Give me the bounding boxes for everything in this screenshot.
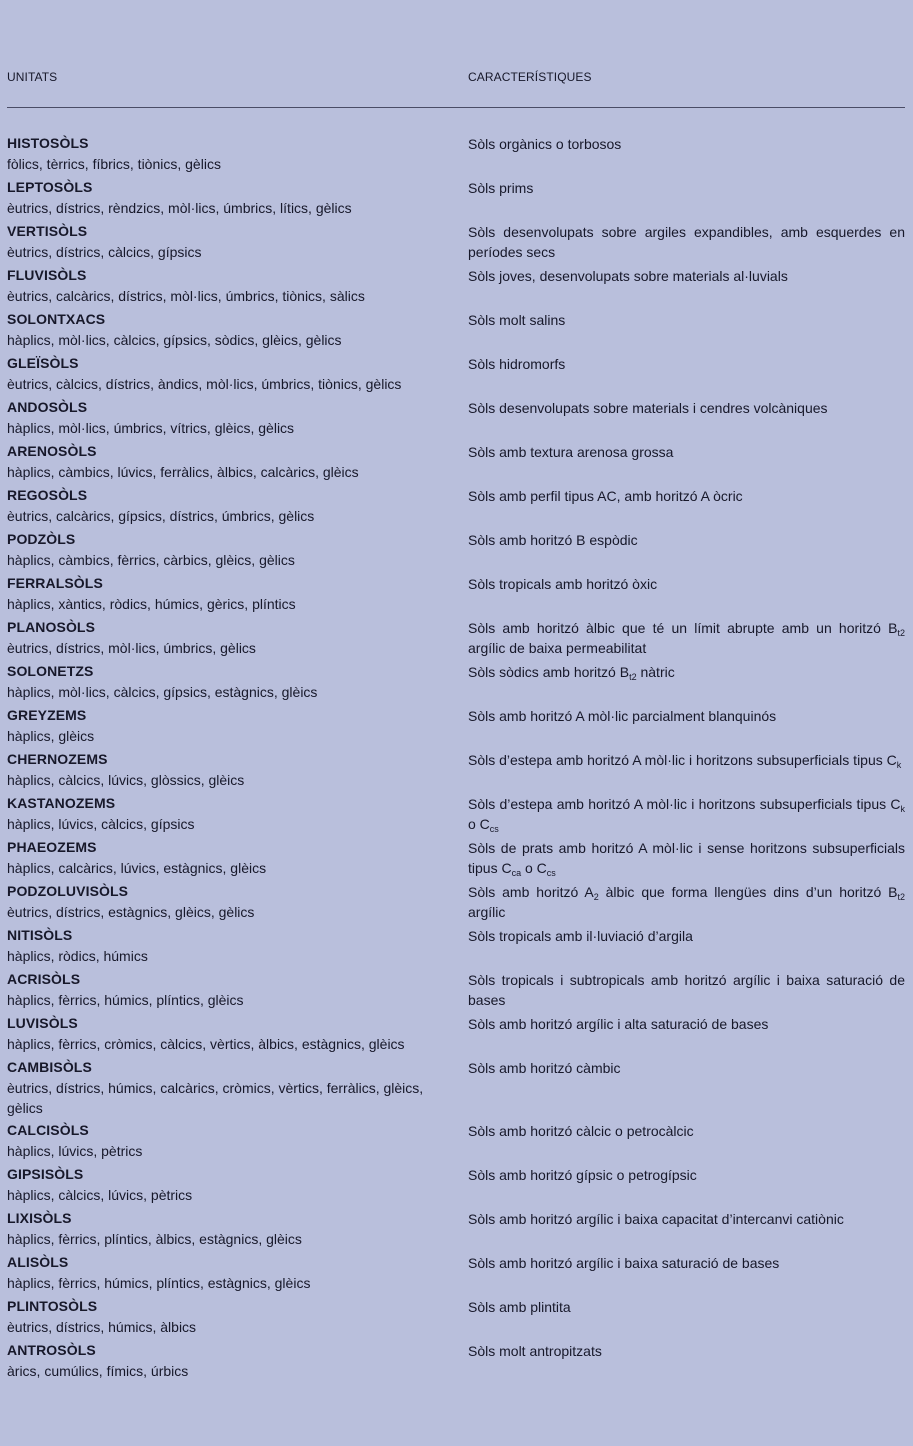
soil-unit-subtypes: hàplics, mòl·lics, càlcics, gípsics, sòdics, glèics, gèlics <box>7 332 342 348</box>
soil-unit <box>7 1341 437 1381</box>
soil-unit-subtypes: èutrics, dístrics, càlcics, gípsics <box>7 244 202 260</box>
soil-characteristics: Sòls d’estepa amb horitzó A mòl·lic i horitzons subsuperficials tipus $C_k$ <box>468 752 902 770</box>
soil-unit-name: GIPSISÒLS <box>7 1166 84 1182</box>
soil-characteristics: Sòls sòdics amb horitzó $B_{t2}$ nàtric <box>468 664 675 682</box>
table-row <box>7 882 905 926</box>
header-divider <box>7 107 905 108</box>
soil-characteristics: Sòls desenvolupats sobre argiles expandibles, amb esquerdes en períodes secs <box>468 224 905 260</box>
soil-unit-subtypes: èutrics, dístrics, húmics, calcàrics, cròmics, vèrtics, ferràlics, glèics, gèlics <box>7 1080 424 1116</box>
soil-table <box>7 134 905 1385</box>
soil-unit-name: CALCISÒLS <box>7 1122 89 1138</box>
soil-unit-subtypes: hàplics, lúvics, càlcics, gípsics <box>7 816 195 832</box>
table-header <box>7 70 905 84</box>
table-row <box>7 178 905 222</box>
soil-unit <box>7 618 437 658</box>
soil-unit <box>7 178 437 218</box>
soil-unit-name: PLINTOSÒLS <box>7 1298 98 1314</box>
soil-unit-name: GREYZEMS <box>7 707 87 723</box>
soil-unit <box>7 970 437 1010</box>
table-row <box>7 706 905 750</box>
soil-unit-subtypes: hàplics, xàntics, ròdics, húmics, gèrics, plíntics <box>7 596 296 612</box>
soil-unit <box>7 706 437 746</box>
soil-unit-subtypes: èutrics, dístrics, estàgnics, glèics, gèlics <box>7 904 255 920</box>
table-row <box>7 970 905 1014</box>
table-row <box>7 134 905 178</box>
soil-unit <box>7 1253 437 1293</box>
soil-unit-name: PLANOSÒLS <box>7 619 96 635</box>
soil-unit <box>7 838 437 878</box>
soil-unit-name: LEPTOSÒLS <box>7 179 93 195</box>
soil-unit-name: ALISÒLS <box>7 1254 69 1270</box>
soil-characteristics: Sòls joves, desenvolupats sobre materials al·luvials <box>468 268 788 284</box>
soil-unit-subtypes: hàplics, càmbics, lúvics, ferràlics, àlbics, calcàrics, glèics <box>7 464 359 480</box>
soil-unit-name: HISTOSÒLS <box>7 135 89 151</box>
soil-unit-name: LUVISÒLS <box>7 1015 78 1031</box>
table-row <box>7 926 905 970</box>
soil-unit-subtypes: àrics, cumúlics, fímics, úrbics <box>7 1363 189 1379</box>
soil-unit-subtypes: hàplics, lúvics, pètrics <box>7 1143 143 1159</box>
soil-unit-name: KASTANOZEMS <box>7 795 116 811</box>
table-row <box>7 1121 905 1165</box>
soil-unit-subtypes: hàplics, ròdics, húmics <box>7 948 148 964</box>
soil-unit-subtypes: hàplics, càlcics, lúvics, glòssics, glèics <box>7 772 245 788</box>
soil-unit-subtypes: hàplics, calcàrics, lúvics, estàgnics, glèics <box>7 860 267 876</box>
soil-unit-name: PODZÒLS <box>7 531 76 547</box>
soil-unit <box>7 442 437 482</box>
soil-unit-name: VERTISÒLS <box>7 223 88 239</box>
table-row <box>7 354 905 398</box>
soil-characteristics: Sòls amb horitzó A mòl·lic parcialment blanquinós <box>468 708 777 724</box>
soil-unit <box>7 530 437 570</box>
soil-unit-subtypes: hàplics, glèics <box>7 728 95 744</box>
table-row <box>7 662 905 706</box>
soil-unit-name: PODZOLUVISÒLS <box>7 883 129 899</box>
soil-unit-name: SOLONTXACS <box>7 311 106 327</box>
soil-characteristics: Sòls prims <box>468 180 534 196</box>
table-row <box>7 530 905 574</box>
soil-unit-name: CHERNOZEMS <box>7 751 108 767</box>
soil-unit-name: GLEÏSÒLS <box>7 355 79 371</box>
soil-characteristics: Sòls hidromorfs <box>468 356 566 372</box>
soil-unit <box>7 310 437 350</box>
table-row <box>7 222 905 266</box>
soil-characteristics: Sòls molt antropitzats <box>468 1343 602 1359</box>
soil-unit <box>7 486 437 526</box>
soil-characteristics: Sòls amb horitzó B espòdic <box>468 532 638 548</box>
table-row <box>7 794 905 838</box>
soil-unit-name: ACRISÒLS <box>7 971 81 987</box>
soil-unit <box>7 398 437 438</box>
soil-unit-subtypes: èutrics, calcàrics, gípsics, dístrics, úmbrics, gèlics <box>7 508 315 524</box>
soil-unit <box>7 794 437 834</box>
soil-unit-name: ANDOSÒLS <box>7 399 88 415</box>
table-row <box>7 442 905 486</box>
soil-characteristics: Sòls d’estepa amb horitzó A mòl·lic i horitzons subsuperficials tipus $C_k$ o $C_{cs}$ <box>468 796 905 834</box>
soil-unit-subtypes: hàplics, fèrrics, húmics, plíntics, glèics <box>7 992 244 1008</box>
soil-unit <box>7 222 437 262</box>
soil-unit-subtypes: èutrics, càlcics, dístrics, àndics, mòl·lics, úmbrics, tiònics, gèlics <box>7 376 402 392</box>
soil-unit-subtypes: hàplics, mòl·lics, càlcics, gípsics, estàgnics, glèics <box>7 684 318 700</box>
soil-unit-name: ANTROSÒLS <box>7 1342 96 1358</box>
table-row <box>7 1014 905 1058</box>
soil-unit <box>7 1121 437 1161</box>
soil-unit <box>7 1058 437 1118</box>
table-row <box>7 398 905 442</box>
table-row <box>7 838 905 882</box>
table-row <box>7 1253 905 1297</box>
soil-characteristics: Sòls de prats amb horitzó A mòl·lic i sense horitzons subsuperficials tipus $C_{ca}$ o $C_{cs}$ <box>468 840 905 878</box>
soil-unit-name: CAMBISÒLS <box>7 1059 92 1075</box>
soil-characteristics: Sòls amb horitzó càlcic o petrocàlcic <box>468 1123 694 1139</box>
soil-unit <box>7 354 437 394</box>
soil-characteristics: Sòls desenvolupats sobre materials i cendres volcàniques <box>468 400 828 416</box>
soil-characteristics: Sòls tropicals amb il·luviació d’argila <box>468 928 693 944</box>
soil-unit-subtypes: hàplics, mòl·lics, úmbrics, vítrics, glèics, gèlics <box>7 420 295 436</box>
table-row <box>7 574 905 618</box>
soil-characteristics: Sòls amb horitzó argílic i baixa capacitat d’intercanvi catiònic <box>468 1211 844 1227</box>
soil-unit <box>7 882 437 922</box>
soil-unit <box>7 1297 437 1337</box>
soil-unit-name: NITISÒLS <box>7 927 73 943</box>
table-row <box>7 1165 905 1209</box>
table-row <box>7 486 905 530</box>
soil-unit-subtypes: fòlics, tèrrics, fíbrics, tiònics, gèlics <box>7 156 221 172</box>
soil-unit-name: LIXISÒLS <box>7 1210 72 1226</box>
soil-characteristics: Sòls amb horitzó àlbic que té un límit abrupte amb un horitzó $B_{t2}$ argílic de baixa permeabilitat <box>468 620 905 656</box>
soil-unit <box>7 1014 437 1054</box>
soil-unit-subtypes: hàplics, fèrrics, cròmics, càlcics, vèrtics, àlbics, estàgnics, glèics <box>7 1036 405 1052</box>
soil-characteristics: Sòls amb perfil tipus AC, amb horitzó A òcric <box>468 488 743 504</box>
table-row <box>7 618 905 662</box>
soil-unit-name: FLUVISÒLS <box>7 267 87 283</box>
soil-unit-subtypes: èutrics, dístrics, rèndzics, mòl·lics, úmbrics, lítics, gèlics <box>7 200 352 216</box>
soil-unit-name: FERRALSÒLS <box>7 575 103 591</box>
soil-characteristics: Sòls amb horitzó argílic i alta saturació de bases <box>468 1016 769 1032</box>
soil-characteristics: Sòls tropicals i subtropicals amb horitzó argílic i baixa saturació de bases <box>468 972 905 1008</box>
soil-characteristics: Sòls amb horitzó càmbic <box>468 1060 621 1076</box>
soil-unit-name: PHAEOZEMS <box>7 839 97 855</box>
soil-unit-subtypes: hàplics, càlcics, lúvics, pètrics <box>7 1187 193 1203</box>
soil-unit <box>7 574 437 614</box>
table-row <box>7 1209 905 1253</box>
soil-unit-subtypes: hàplics, fèrrics, plíntics, àlbics, estàgnics, glèics <box>7 1231 302 1247</box>
soil-unit <box>7 1209 437 1249</box>
soil-unit-name: ARENOSÒLS <box>7 443 97 459</box>
soil-characteristics: Sòls amb horitzó argílic i baixa saturació de bases <box>468 1255 780 1271</box>
soil-unit-subtypes: èutrics, calcàrics, dístrics, mòl·lics, úmbrics, tiònics, sàlics <box>7 288 365 304</box>
soil-unit <box>7 1165 437 1205</box>
soil-unit <box>7 750 437 790</box>
soil-unit <box>7 266 437 306</box>
table-row <box>7 750 905 794</box>
soil-characteristics: Sòls amb textura arenosa grossa <box>468 444 674 460</box>
soil-characteristics: Sòls amb horitzó gípsic o petrogípsic <box>468 1167 697 1183</box>
soil-unit <box>7 926 437 966</box>
soil-unit-name: SOLONETZS <box>7 663 94 679</box>
soil-characteristics: Sòls orgànics o torbosos <box>468 136 622 152</box>
soil-unit-subtypes: hàplics, càmbics, fèrrics, càrbics, glèics, gèlics <box>7 552 295 568</box>
table-row <box>7 266 905 310</box>
soil-unit-subtypes: èutrics, dístrics, mòl·lics, úmbrics, gèlics <box>7 640 256 656</box>
soil-characteristics: Sòls amb plintita <box>468 1299 571 1315</box>
table-row <box>7 1297 905 1341</box>
soil-characteristics: Sòls amb horitzó $A_2$ àlbic que forma llengües dins d’un horitzó $B_{t2}$ argílic <box>468 884 905 920</box>
table-row <box>7 1341 905 1385</box>
table-row <box>7 310 905 354</box>
header-characteristics: CARACTERÍSTIQUES <box>468 70 592 84</box>
soil-characteristics: Sòls molt salins <box>468 312 566 328</box>
soil-characteristics: Sòls tropicals amb horitzó òxic <box>468 576 658 592</box>
soil-unit-name: REGOSÒLS <box>7 487 88 503</box>
soil-unit-subtypes: èutrics, dístrics, húmics, àlbics <box>7 1319 197 1335</box>
table-row <box>7 1058 905 1121</box>
header-units: UNITATS <box>7 70 58 84</box>
soil-unit <box>7 134 437 174</box>
soil-unit <box>7 662 437 702</box>
soil-unit-subtypes: hàplics, fèrrics, húmics, plíntics, estàgnics, glèics <box>7 1275 311 1291</box>
